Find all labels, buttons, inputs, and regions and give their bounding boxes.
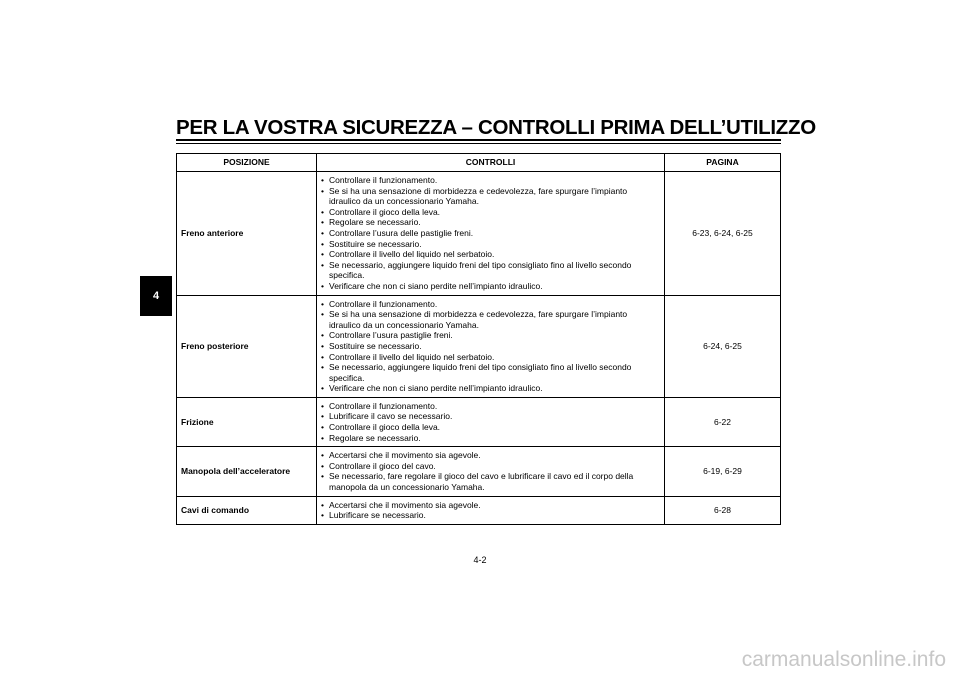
table-row [177, 172, 781, 296]
header-position: POSIZIONE [177, 154, 317, 172]
row-controls [317, 496, 665, 524]
row-position: Frizione [177, 397, 317, 446]
check-item: • Se si ha una sensazione di morbidezza e cedevolezza, fare spurgare l’impianto idraulico da un concessionario Yamaha. [321, 309, 660, 330]
check-item: • Se necessario, aggiungere liquido freni del tipo consigliato fino al livello secondo specifica. [321, 362, 660, 383]
row-page: 6-24, 6-25 [665, 295, 781, 397]
row-page: 6-19, 6-29 [665, 447, 781, 496]
check-item: • Controllare il livello del liquido nel serbatoio. [321, 352, 660, 363]
table-body [177, 172, 781, 525]
row-controls [317, 397, 665, 446]
title-rule-thick [176, 139, 781, 141]
check-item: • Se necessario, fare regolare il gioco del cavo e lubrificare il cavo ed il corpo della manopola da un concessionario Yamaha. [321, 471, 660, 492]
controls-table [176, 153, 781, 525]
row-position: Freno posteriore [177, 295, 317, 397]
check-item: • Controllare il gioco del cavo. [321, 461, 660, 472]
check-item: • Sostituire se necessario. [321, 341, 660, 352]
check-item: • Controllare il funzionamento. [321, 401, 660, 412]
check-item: • Accertarsi che il movimento sia agevole. [321, 450, 660, 461]
page-number: 4-2 [473, 555, 487, 565]
check-item: • Controllare l’usura pastiglie freni. [321, 330, 660, 341]
table-row [177, 397, 781, 446]
row-page: 6-22 [665, 397, 781, 446]
check-item: • Se necessario, aggiungere liquido freni del tipo consigliato fino al livello secondo specifica. [321, 260, 660, 281]
checks-list [321, 500, 660, 521]
check-item: • Controllare il gioco della leva. [321, 422, 660, 433]
table-row [177, 295, 781, 397]
row-page: 6-23, 6-24, 6-25 [665, 172, 781, 296]
row-position: Freno anteriore [177, 172, 317, 296]
table-row [177, 447, 781, 496]
check-item: • Regolare se necessario. [321, 217, 660, 228]
checks-list [321, 299, 660, 394]
watermark: carmanualsonline.info [741, 648, 946, 671]
check-item: • Verificare che non ci siano perdite nell’impianto idraulico. [321, 281, 660, 292]
header-page: PAGINA [665, 154, 781, 172]
row-page: 6-28 [665, 496, 781, 524]
check-item: • Controllare il funzionamento. [321, 299, 660, 310]
check-item: • Controllare il gioco della leva. [321, 207, 660, 218]
row-controls [317, 295, 665, 397]
check-item: • Verificare che non ci siano perdite nell’impianto idraulico. [321, 383, 660, 394]
checks-list [321, 175, 660, 292]
check-item: • Controllare il funzionamento. [321, 175, 660, 186]
table-header-row [177, 154, 781, 172]
chapter-tab: 4 [140, 276, 172, 316]
check-item: • Controllare il livello del liquido nel serbatoio. [321, 249, 660, 260]
check-item: • Accertarsi che il movimento sia agevole. [321, 500, 660, 511]
check-item: • Regolare se necessario. [321, 433, 660, 444]
row-position: Cavi di comando [177, 496, 317, 524]
check-item: • Sostituire se necessario. [321, 239, 660, 250]
check-item: • Se si ha una sensazione di morbidezza e cedevolezza, fare spurgare l’impianto idraulico da un concessionario Yamaha. [321, 186, 660, 207]
check-item: • Lubrificare il cavo se necessario. [321, 411, 660, 422]
checks-list [321, 401, 660, 443]
checks-list [321, 450, 660, 492]
page-title: PER LA VOSTRA SICUREZZA – CONTROLLI PRIMA DELL’UTILIZZO [176, 116, 816, 139]
table-row [177, 496, 781, 524]
row-position: Manopola dell’acceleratore [177, 447, 317, 496]
check-item: • Lubrificare se necessario. [321, 510, 660, 521]
row-controls [317, 447, 665, 496]
title-rule-thin [176, 143, 781, 144]
header-controls: CONTROLLI [317, 154, 665, 172]
row-controls [317, 172, 665, 296]
check-item: • Controllare l’usura delle pastiglie freni. [321, 228, 660, 239]
